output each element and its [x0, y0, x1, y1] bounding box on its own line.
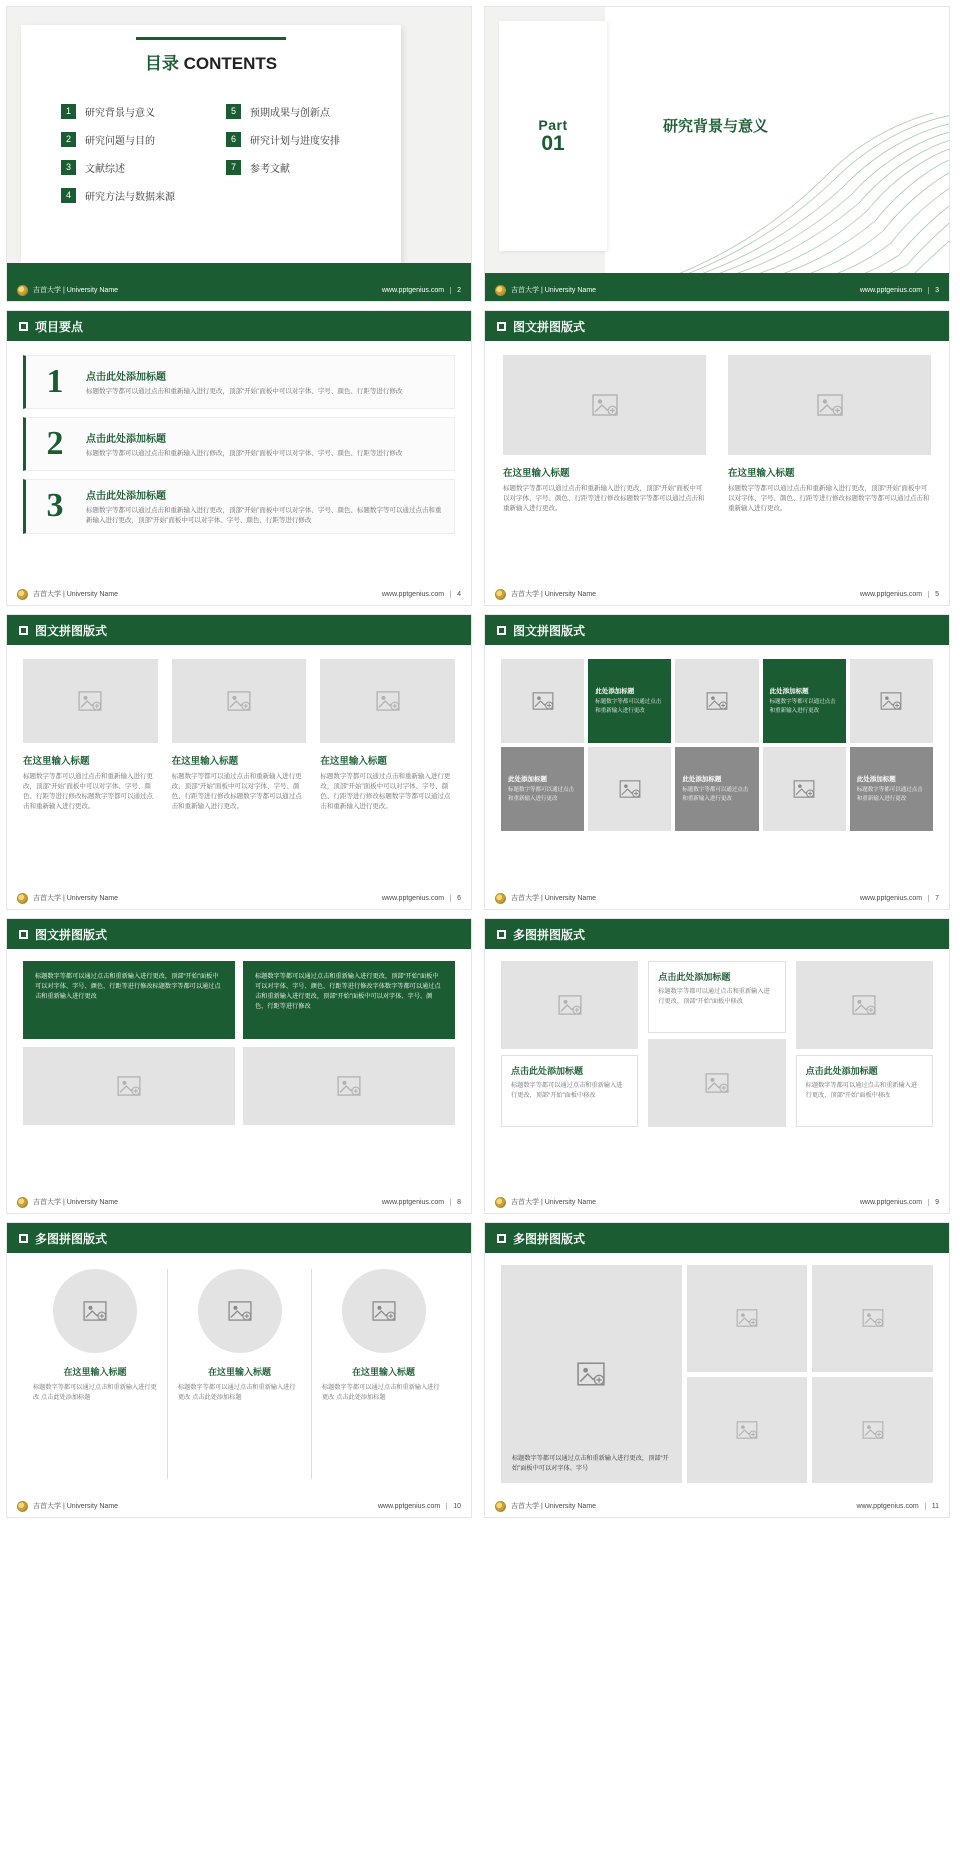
- card-title: 点击此处添加标题: [805, 1066, 878, 1076]
- text-tile[interactable]: [501, 747, 584, 831]
- slide-footer: [7, 583, 471, 605]
- footer-url: www.pptgenius.com: [381, 894, 445, 902]
- slide-header: [485, 919, 949, 949]
- image-placeholder[interactable]: [687, 1377, 808, 1484]
- image-placeholder[interactable]: [687, 1265, 808, 1372]
- image-placeholder[interactable]: [812, 1265, 933, 1372]
- image-placeholder[interactable]: [23, 1047, 235, 1125]
- caption-title: 在这里输入标题: [351, 1367, 415, 1377]
- toc-number: 2: [61, 132, 76, 147]
- slide-two-image-layout[interactable]: [484, 310, 950, 606]
- footer-url: www.pptgenius.com: [859, 1198, 923, 1206]
- footer-url: www.pptgenius.com: [377, 1502, 441, 1510]
- square-bullet-icon: [497, 930, 506, 939]
- card-body: 标题数字等都可以通过点击和重新输入进行更改，顶部“开始”面板中移改: [805, 1082, 918, 1099]
- footer-right: [856, 1503, 939, 1510]
- toc-item-4[interactable]: [61, 181, 208, 209]
- footer-org: 吉首大学 | University Name: [33, 895, 119, 902]
- slide-footer: [7, 1495, 471, 1517]
- caption-body: 标题数字等都可以通过点击和重新输入进行更改 点击此处添加标题: [178, 1384, 296, 1401]
- image-placeholder[interactable]: [812, 1377, 933, 1484]
- image-icon: [372, 1301, 396, 1321]
- tile-title: 此处添加标题: [769, 688, 809, 696]
- university-logo-icon: [495, 1197, 506, 1208]
- tile-title: 此处添加标题: [508, 776, 547, 784]
- wave-decoration-icon: [629, 113, 949, 273]
- slide-header: [7, 615, 471, 645]
- content-column: [23, 1269, 167, 1479]
- caption-title: 在这里输入标题: [503, 468, 570, 479]
- content-column: [728, 355, 931, 569]
- content-column: [23, 659, 158, 873]
- content-column: [503, 355, 706, 569]
- image-icon: [852, 995, 876, 1015]
- slide-footer: [485, 279, 949, 301]
- text-box[interactable]: 标题数字等都可以通过点击和重新输入进行更改，顶部“开始”面板中可以对字体、字号、颜色、行距等进行修改标题数字等都可以通过点击和重新输入进行更改: [23, 961, 235, 1039]
- key-point-body: 标题数字等都可以通过点击和重新输入进行修改，顶部“开始”面板中可以对字体、字号、颜色、行距等进行修改: [86, 449, 403, 457]
- university-logo-icon: [495, 285, 506, 296]
- content-column: [648, 961, 785, 1179]
- slide-circle-image-layout[interactable]: [6, 1222, 472, 1518]
- page-number: 3: [928, 287, 939, 294]
- slide-body: [485, 1253, 949, 1495]
- toc-item-2[interactable]: [61, 125, 208, 153]
- footer-org: 吉首大学 | University Name: [33, 591, 119, 598]
- slide-body: [7, 1253, 471, 1495]
- toc-item-5[interactable]: [226, 97, 373, 125]
- toc-number: 4: [61, 188, 76, 203]
- footer-right: [382, 895, 461, 902]
- tile-text: [770, 686, 839, 715]
- toc-label: 研究方法与数据来源: [85, 191, 175, 203]
- key-point-title: 点击此处添加标题: [86, 433, 166, 445]
- image-icon: [705, 1073, 729, 1093]
- footer-right: [860, 287, 939, 294]
- tile-body: 标题数字等都可以通过点击和重新输入进行更改: [508, 787, 575, 802]
- content-column: [320, 659, 455, 873]
- slide-header-title: 图文拼图版式: [513, 623, 586, 638]
- slide-text-over-image-layout[interactable]: [6, 918, 472, 1214]
- footer-org: 吉首大学 | University Name: [511, 895, 597, 902]
- image-placeholder[interactable]: [172, 659, 307, 743]
- slide-header: [485, 311, 949, 341]
- slide-contents[interactable]: [6, 6, 472, 302]
- footer-url: www.pptgenius.com: [859, 590, 923, 598]
- image-icon: [736, 1421, 758, 1439]
- tile-text: [857, 774, 926, 803]
- toc-list: [61, 97, 373, 209]
- page-number: 7: [928, 895, 939, 902]
- university-logo-icon: [17, 1197, 28, 1208]
- footer-left: [17, 285, 118, 296]
- title-en: CONTENTS: [183, 54, 278, 73]
- page-number: 10: [446, 1503, 461, 1510]
- tile-body: 标题数字等都可以通过点击和重新输入进行更改: [769, 699, 836, 714]
- image-icon: [880, 692, 902, 710]
- hero-caption: 标题数字等都可以通过点击和重新输入进行更改，顶部“开始”面板中可以对字体、字号: [512, 1455, 669, 1473]
- toc-label: 参考文献: [250, 163, 290, 175]
- image-placeholder[interactable]: [503, 355, 706, 455]
- key-point-body: 标题数字等都可以通过点击和重新输入进行更改，顶部“开始”面板中可以对字体、字号、颜色、标题数字等可以通过点击和重新输入进行更改，顶部“开始”面板中可以对字体、字号、颜色、行距等进行修改: [86, 507, 442, 524]
- footer-url: www.pptgenius.com: [381, 286, 445, 294]
- caption-title: 在这里输入标题: [23, 756, 90, 767]
- image-placeholder[interactable]: [796, 961, 933, 1049]
- slide-footer: [7, 279, 471, 301]
- caption-title: 在这里输入标题: [207, 1367, 271, 1377]
- card-body: 标题数字等都可以通过点击和重新输入进行更改，顶部“开始”面板中移改: [658, 988, 770, 1005]
- key-point-text: [86, 368, 402, 397]
- footer-left: [17, 1501, 118, 1512]
- tile-text: [682, 774, 751, 803]
- caption-body: 标题数字等都可以通过点击和重新输入进行更改，顶部“开始”面板中可以对字体、字号、颜色、行距等进行修改标题数字等都可以通过点击和重新输入进行更改。: [320, 773, 451, 811]
- key-point-title: 点击此处添加标题: [86, 491, 166, 502]
- university-logo-icon: [17, 1501, 28, 1512]
- slide-footer: [485, 887, 949, 909]
- caption-body: 标题数字等都可以通过点击和重新输入进行更改 点击此处添加标题: [33, 1384, 157, 1401]
- image-placeholder-hero[interactable]: [501, 1265, 682, 1483]
- footer-right: [382, 1199, 461, 1206]
- text-tile[interactable]: [850, 747, 933, 831]
- contents-card: [21, 25, 401, 263]
- square-bullet-icon: [19, 1234, 28, 1243]
- footer-left: [17, 893, 118, 904]
- slide-body: [485, 341, 949, 583]
- slide-footer: [7, 887, 471, 909]
- slide-footer: [485, 1191, 949, 1213]
- image-placeholder[interactable]: [342, 1269, 426, 1353]
- toc-label: 研究问题与目的: [85, 135, 155, 147]
- slide-mosaic-layout[interactable]: [484, 614, 950, 910]
- tile-body: 标题数字等都可以通过点击和重新输入进行更改: [682, 787, 749, 802]
- image-placeholder[interactable]: [728, 355, 931, 455]
- part-number: 01: [541, 131, 565, 155]
- footer-right: [382, 591, 461, 598]
- footer-org: 吉首大学 | University Name: [511, 1199, 597, 1206]
- university-logo-icon: [17, 589, 28, 600]
- content-column: [501, 961, 638, 1179]
- tile-title: 此处添加标题: [682, 776, 722, 784]
- university-logo-icon: [495, 589, 506, 600]
- page-number: 11: [925, 1503, 939, 1510]
- image-icon: [83, 1301, 107, 1321]
- slide-header: [7, 1223, 471, 1253]
- image-icon: [532, 692, 554, 710]
- image-placeholder[interactable]: [501, 659, 584, 743]
- key-point-body: 标题数字等都可以通过点击和重新输入进行更改，顶部“开始”面板中可以对字体、字号、颜色、行距等进行修改: [86, 387, 403, 395]
- image-placeholder[interactable]: [501, 961, 638, 1049]
- tile-text: [595, 686, 664, 715]
- slide-body: [485, 949, 949, 1191]
- page-number: 4: [450, 591, 461, 598]
- slide-multi-image-cards[interactable]: [484, 918, 950, 1214]
- toc-item-1[interactable]: [61, 97, 208, 125]
- image-icon: [577, 1362, 605, 1386]
- footer-right: [382, 287, 461, 294]
- footer-left: [495, 589, 596, 600]
- image-placeholder[interactable]: [53, 1269, 137, 1353]
- footer-org: 吉首大学 | University Name: [33, 287, 119, 294]
- key-point-title: 点击此处添加标题: [86, 371, 166, 383]
- content-column: [172, 659, 307, 873]
- toc-number: 3: [61, 160, 76, 175]
- university-logo-icon: [495, 893, 506, 904]
- title-rule: [136, 37, 286, 40]
- slide-section-divider[interactable]: [484, 6, 950, 302]
- image-icon: [376, 691, 400, 711]
- image-placeholder[interactable]: [320, 659, 455, 743]
- tile-text: [508, 774, 577, 803]
- page-title: [21, 49, 401, 74]
- slide-footer: [485, 1495, 949, 1517]
- slide-header-title: 项目要点: [35, 319, 84, 334]
- tile-title: 此处添加标题: [856, 776, 896, 784]
- footer-left: [17, 589, 118, 600]
- content-column: [167, 1269, 311, 1479]
- toc-number: 7: [226, 160, 241, 175]
- title-cn: 目录: [144, 54, 179, 73]
- toc-label: 研究背景与意义: [85, 107, 155, 119]
- key-point-number: 2: [46, 425, 64, 462]
- caption-body: 标题数字等都可以通过点击和重新输入进行更改，顶部“开始”面板中可以对字体、字号、颜色、行距等进行修改标题数字等都可以通过点击和重新输入进行更改。: [171, 773, 302, 811]
- slide-header: [485, 615, 949, 645]
- slide-footer: [7, 1191, 471, 1213]
- footer-org: 吉首大学 | University Name: [511, 591, 597, 598]
- image-icon: [817, 394, 843, 416]
- toc-label: 预期成果与创新点: [250, 107, 330, 119]
- footer-org: 吉首大学 | University Name: [511, 1503, 597, 1510]
- text-box-row: [7, 949, 471, 1039]
- image-placeholder[interactable]: [198, 1269, 282, 1353]
- footer-left: [495, 893, 596, 904]
- slide-header-title: 多图拼图版式: [35, 1231, 108, 1246]
- caption-body: 标题数字等都可以通过点击和重新输入进行更改，顶部“开始”面板中可以对字体、字号、颜色、行距等进行修改标题数字等都可以通过点击和重新输入进行更改。: [23, 773, 153, 811]
- toc-label: 研究计划与进度安排: [250, 135, 340, 147]
- slide-header-title: 图文拼图版式: [35, 927, 108, 942]
- image-placeholder[interactable]: [648, 1039, 785, 1127]
- footer-left: [495, 1501, 596, 1512]
- text-box[interactable]: 标题数字等都可以通过点击和重新输入进行更改，顶部“开始”面板中可以对字体、字号、颜色、行距等进行修改字体数字等都可以通过点击和重新输入进行更改，顶部“开始”面板中可以对字体、字号、颜色、行距等进行修改: [243, 961, 455, 1039]
- footer-right: [860, 591, 939, 598]
- part-label: Part: [538, 116, 568, 133]
- key-point-row[interactable]: [23, 479, 455, 534]
- slide-body: [7, 645, 471, 887]
- slide-header-title: 多图拼图版式: [513, 927, 586, 942]
- toc-label: 文献综述: [85, 163, 125, 175]
- image-icon: [793, 780, 815, 798]
- divider-right-panel: [607, 7, 949, 273]
- caption-body: 标题数字等都可以通过点击和重新输入进行更改 点击此处添加标题: [322, 1384, 440, 1401]
- toc-item-3[interactable]: [61, 153, 208, 181]
- image-placeholder[interactable]: [763, 747, 846, 831]
- page-number: 6: [450, 895, 461, 902]
- square-bullet-icon: [497, 1234, 506, 1243]
- page-number: 9: [928, 1199, 939, 1206]
- caption-title: 在这里输入标题: [63, 1367, 127, 1377]
- part-card: [499, 21, 607, 251]
- image-icon: [337, 1076, 361, 1096]
- footer-url: www.pptgenius.com: [859, 286, 923, 294]
- footer-org: 吉首大学 | University Name: [33, 1199, 119, 1206]
- tile-title: 此处添加标题: [595, 688, 635, 696]
- image-placeholder[interactable]: [23, 659, 158, 743]
- slide-body: [485, 645, 949, 887]
- tile-body: 标题数字等都可以通过点击和重新输入进行更改: [595, 699, 662, 714]
- image-icon: [227, 691, 251, 711]
- footer-right: [860, 895, 939, 902]
- page-number: 2: [450, 287, 461, 294]
- caption-title: 在这里输入标题: [320, 756, 387, 767]
- image-icon: [862, 1309, 884, 1327]
- university-logo-icon: [17, 285, 28, 296]
- key-point-text: [86, 487, 442, 526]
- content-column: [311, 1269, 455, 1479]
- footer-url: www.pptgenius.com: [859, 894, 923, 902]
- slide-footer: [485, 583, 949, 605]
- square-bullet-icon: [19, 322, 28, 331]
- image-icon: [558, 995, 582, 1015]
- caption-body: 标题数字等都可以通过点击和重新输入进行更改，顶部“开始”面板中可以对字体、字号、颜色、行距等进行修改标题数字等都可以通过点击和重新输入进行更改。: [503, 485, 705, 513]
- slide-key-points[interactable]: [6, 310, 472, 606]
- footer-right: [860, 1199, 939, 1206]
- toc-item-6[interactable]: [226, 125, 373, 153]
- square-bullet-icon: [497, 626, 506, 635]
- image-row: [7, 1039, 471, 1125]
- footer-url: www.pptgenius.com: [856, 1502, 919, 1510]
- image-placeholder[interactable]: [243, 1047, 455, 1125]
- slide-header-title: 图文拼图版式: [35, 623, 108, 638]
- image-placeholder[interactable]: [850, 659, 933, 743]
- square-bullet-icon: [497, 322, 506, 331]
- tile-body: 标题数字等都可以通过点击和重新输入进行更改: [856, 787, 923, 802]
- caption-title: 在这里输入标题: [728, 468, 795, 479]
- text-tile[interactable]: [675, 747, 758, 831]
- footer-url: www.pptgenius.com: [381, 1198, 445, 1206]
- text-tile[interactable]: [588, 659, 671, 743]
- square-bullet-icon: [19, 930, 28, 939]
- text-tile[interactable]: [763, 659, 846, 743]
- footer-org: 吉首大学 | University Name: [511, 287, 597, 294]
- key-point-number: 1: [46, 363, 64, 400]
- image-placeholder[interactable]: [588, 747, 671, 831]
- key-point-row[interactable]: [23, 417, 455, 471]
- slide-three-image-layout[interactable]: [6, 614, 472, 910]
- slide-header: [7, 311, 471, 341]
- image-icon: [78, 691, 102, 711]
- page-number: 8: [450, 1199, 461, 1206]
- section-heading: 研究背景与意义: [663, 118, 769, 135]
- footer-left: [495, 1197, 596, 1208]
- key-point-text: [86, 430, 402, 459]
- toc-number: 6: [226, 132, 241, 147]
- image-icon: [228, 1301, 252, 1321]
- key-point-number: 3: [46, 487, 64, 525]
- image-icon: [117, 1076, 141, 1096]
- university-logo-icon: [17, 893, 28, 904]
- footer-org: 吉首大学 | University Name: [33, 1503, 119, 1510]
- content-column: [796, 961, 933, 1179]
- text-card[interactable]: [501, 1055, 638, 1127]
- page-number: 5: [928, 591, 939, 598]
- slide-header-title: 图文拼图版式: [513, 319, 586, 334]
- toc-number: 5: [226, 104, 241, 119]
- key-point-row[interactable]: [23, 355, 455, 409]
- caption-body: 标题数字等都可以通过点击和重新输入进行更改，顶部“开始”面板中可以对字体、字号、颜色、行距等进行修改标题数字等都可以通过点击和重新输入进行更改。: [728, 485, 930, 513]
- image-icon: [619, 780, 641, 798]
- image-icon: [592, 394, 618, 416]
- footer-left: [17, 1197, 118, 1208]
- image-placeholder[interactable]: [675, 659, 758, 743]
- image-icon: [736, 1309, 758, 1327]
- footer-right: [378, 1503, 461, 1510]
- card-title: 点击此处添加标题: [511, 1066, 584, 1076]
- card-body: 标题数字等都可以通过点击和重新输入进行更改，顶部“开始”面板中移改: [511, 1082, 623, 1099]
- slide-hero-grid-layout[interactable]: [484, 1222, 950, 1518]
- image-icon: [706, 692, 728, 710]
- slide-header-title: 多图拼图版式: [513, 1231, 586, 1246]
- text-card[interactable]: [648, 961, 785, 1033]
- slide-header: [7, 919, 471, 949]
- toc-item-7[interactable]: [226, 153, 373, 181]
- image-icon: [862, 1421, 884, 1439]
- slide-body: [7, 341, 471, 583]
- text-card[interactable]: [796, 1055, 933, 1127]
- card-title: 点击此处添加标题: [658, 972, 731, 982]
- toc-number: 1: [61, 104, 76, 119]
- slide-body: [7, 949, 471, 1191]
- university-logo-icon: [495, 1501, 506, 1512]
- square-bullet-icon: [19, 626, 28, 635]
- slide-header: [485, 1223, 949, 1253]
- footer-left: [495, 285, 596, 296]
- footer-url: www.pptgenius.com: [381, 590, 445, 598]
- caption-title: 在这里输入标题: [171, 756, 239, 767]
